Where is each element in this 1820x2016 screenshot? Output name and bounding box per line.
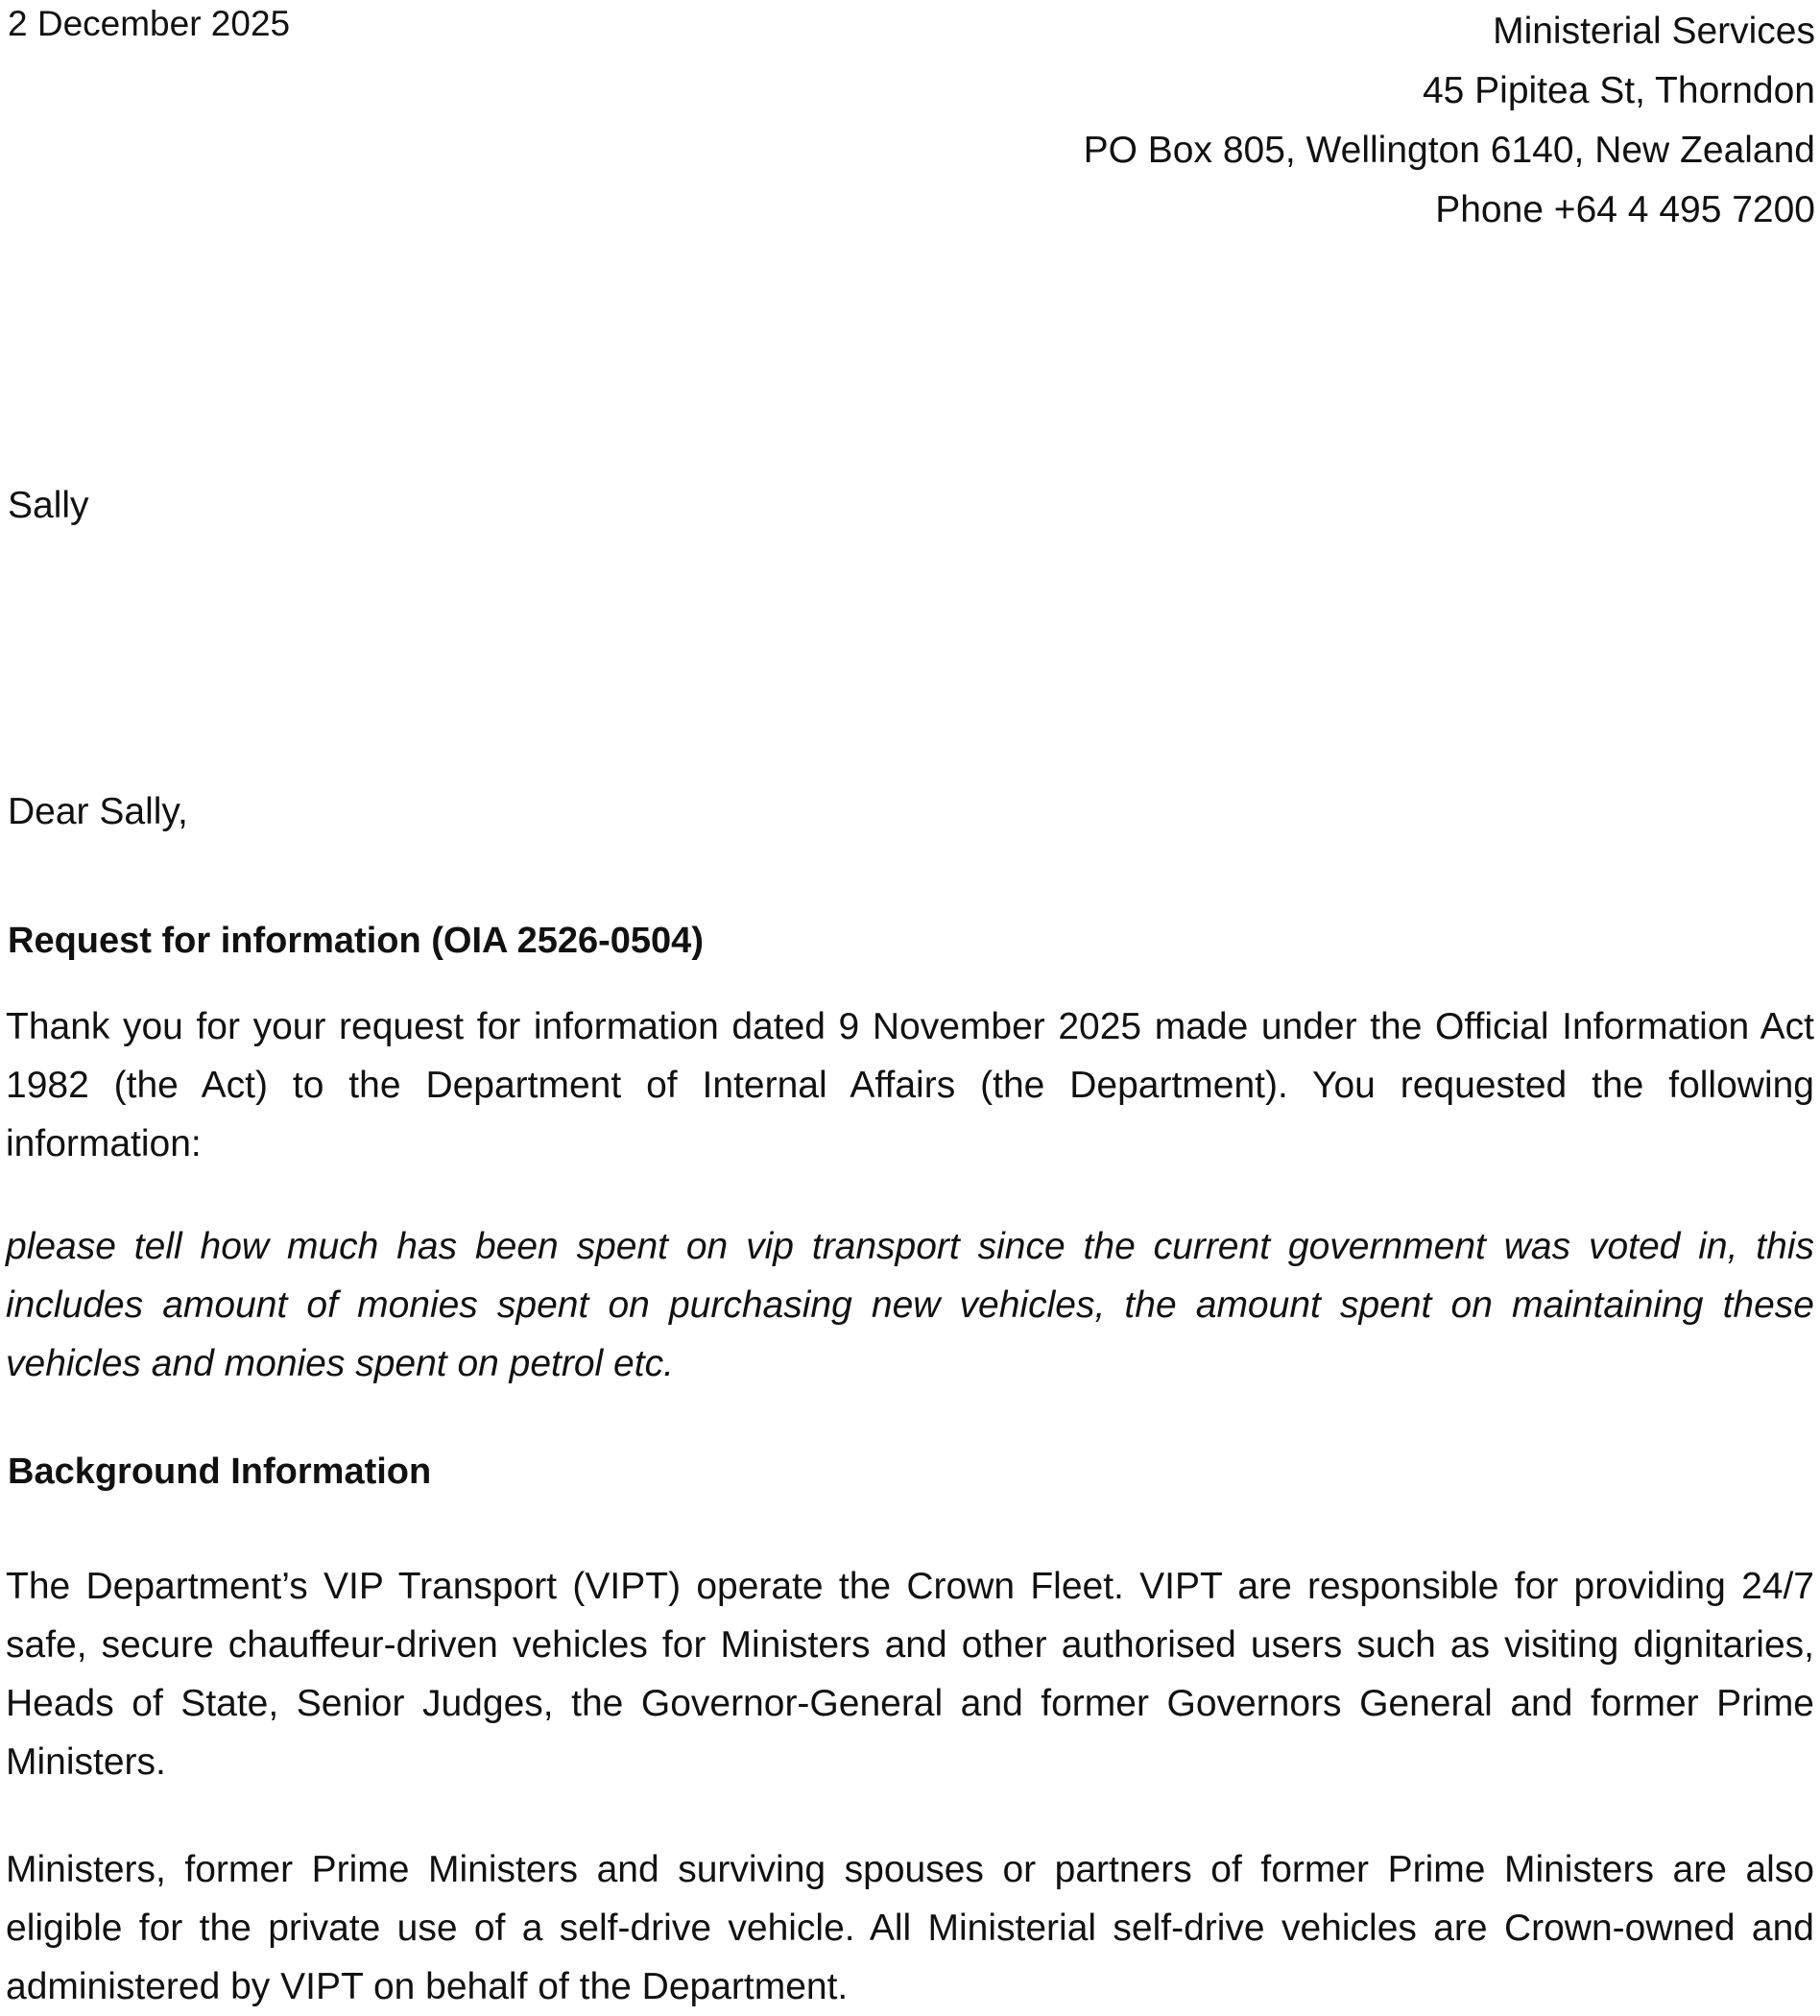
- request-quote: please tell how much has been spent on vip transport since the current government was voted in, this includes amount of monies spent on purchasing new vehicles, the amount spent on maintaining these vehicles and monies spent on petrol etc.: [6, 1226, 1814, 1384]
- intro-paragraph: Thank you for your request for information dated 9 November 2025 made under the Official Information Act 1982 (the Act) to the Department of Internal Affairs (the Department). You requested the following information:: [6, 1006, 1814, 1164]
- subject-heading: Request for information (OIA 2526-0504): [8, 921, 704, 961]
- address-line: 45 Pipitea St, Thorndon: [1422, 70, 1815, 111]
- address-line: Phone +64 4 495 7200: [1435, 189, 1815, 230]
- sender-address: [1084, 2, 1815, 240]
- letter-date: 2 December 2025: [8, 4, 291, 43]
- address-line: PO Box 805, Wellington 6140, New Zealand: [1083, 130, 1815, 171]
- salutation: Dear Sally,: [8, 791, 188, 832]
- background-paragraph: The Department’s VIP Transport (VIPT) operate the Crown Fleet. VIPT are responsible for providing 24/7 safe, secure chauffeur-driven vehicles for Ministers and other authorised users such as visiting dignitaries, Heads of State, Senior Judges, the Governor-General and former Governors General and former Prime Ministers.: [6, 1566, 1814, 1783]
- background-heading: Background Information: [8, 1452, 432, 1492]
- recipient-name: Sally: [8, 485, 89, 526]
- background-paragraph: Ministers, former Prime Ministers and surviving spouses or partners of former Prime Ministers are also eligible for the private use of a self-drive vehicle. All Ministerial self-drive vehicles are Crown-owned and administered by VIPT on behalf of the Department.: [6, 1849, 1814, 2007]
- address-line: Ministerial Services: [1493, 11, 1815, 52]
